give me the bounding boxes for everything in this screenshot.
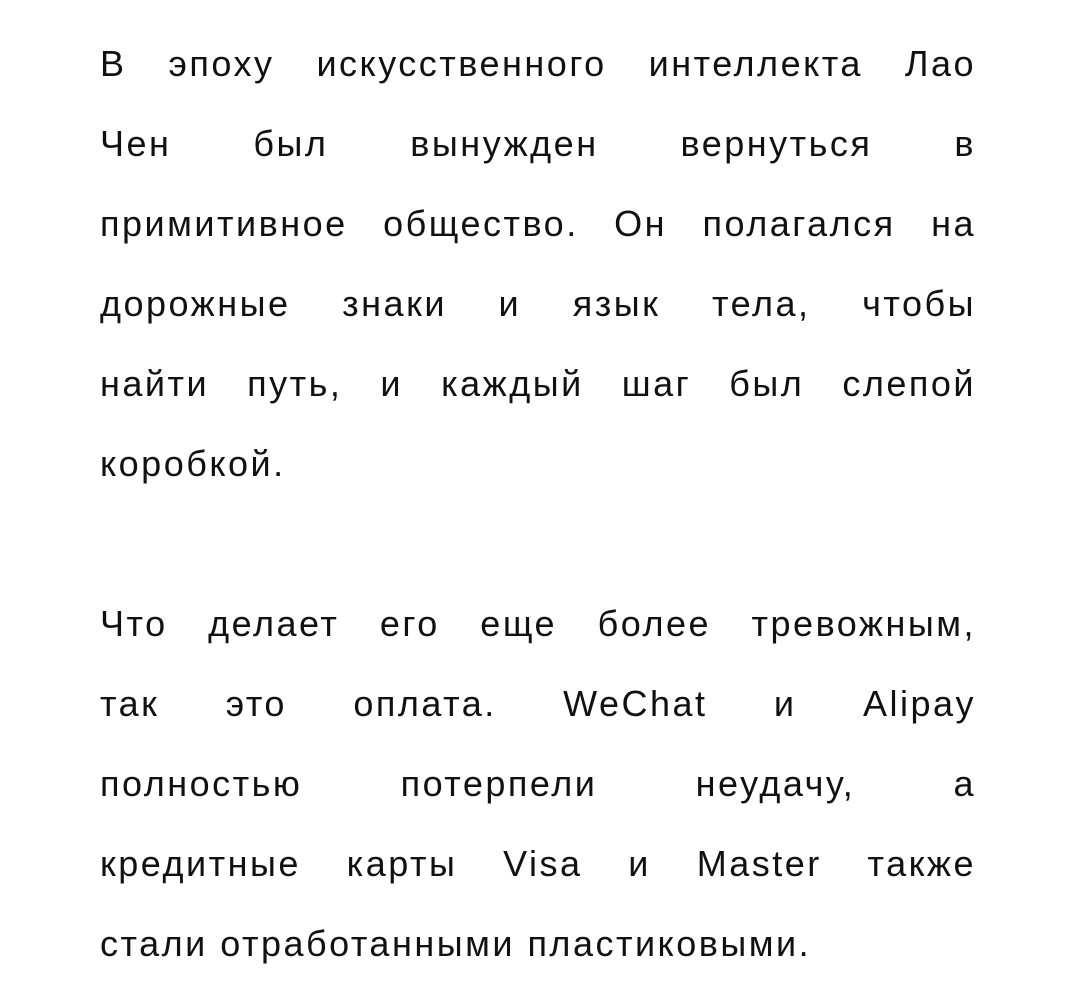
paragraph-line: так это оплата. WeChat и Alipay	[100, 683, 976, 724]
paragraph-line: кредитные карты Visa и Master также	[100, 843, 976, 884]
paragraph-1	[100, 24, 976, 504]
paragraph-line: найти путь, и каждый шаг был слепой	[100, 363, 976, 404]
paragraph-line: полностью потерпели неудачу, а	[100, 763, 976, 804]
paragraph-line: дорожные знаки и язык тела, чтобы	[100, 283, 976, 324]
paragraph-line: стали отработанными пластиковыми.	[100, 923, 812, 964]
paragraph-line: В эпоху искусственного интеллекта Лао	[100, 43, 976, 84]
paragraph-2	[100, 584, 976, 984]
paragraph-line: Что делает его еще более тревожным,	[100, 603, 976, 644]
paragraph-line: примитивное общество. Он полагался на	[100, 203, 976, 244]
paragraph-line: Чен был вынужден вернуться в	[100, 123, 976, 164]
article-body	[100, 24, 976, 984]
paragraph-gap	[100, 504, 976, 584]
paragraph-line: коробкой.	[100, 443, 286, 484]
